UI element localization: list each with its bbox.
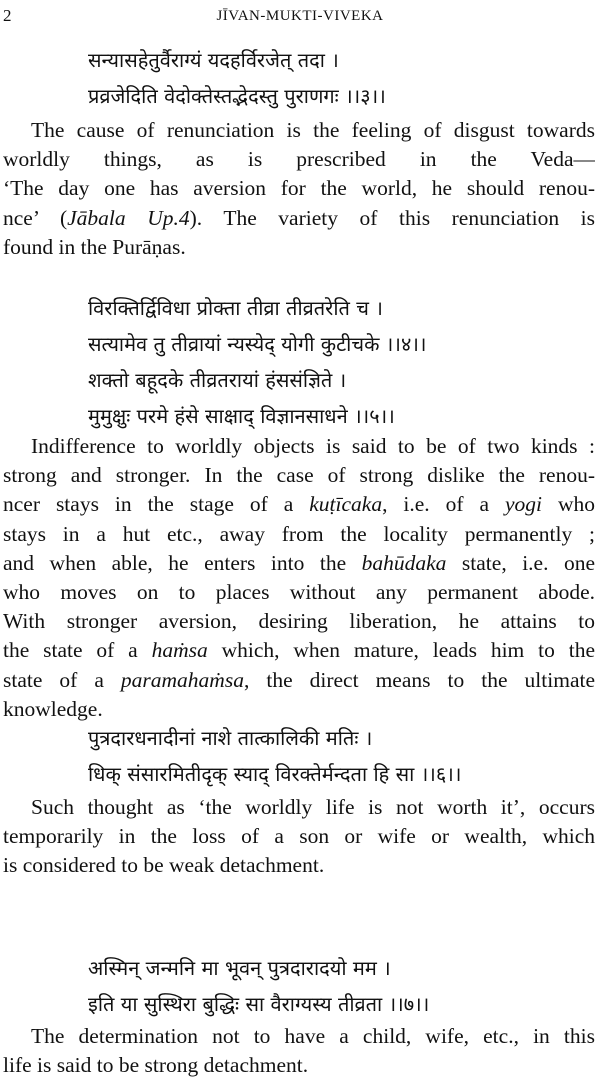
text-segment: nce’ (: [3, 205, 68, 230]
text-line: [3, 490, 595, 519]
text-segment: strong and stronger. In the case of strong dislike the renou-: [3, 463, 595, 488]
text-line: [3, 666, 595, 695]
text-segment: The determination not to have a child, wife, etc., in this: [31, 1024, 595, 1048]
text-segment: , the direct means to the ultimate: [243, 667, 595, 692]
paragraph-strong-detachment: [3, 1022, 595, 1080]
text-line: [3, 1022, 595, 1051]
text-line: [3, 607, 595, 636]
text-segment: state of a: [3, 667, 121, 692]
text-segment: ncer stays in the stage of a: [3, 492, 310, 517]
verse-line: शक्तो बहूदके तीव्रतरायां हंससंज्ञिते ।: [88, 368, 347, 392]
verse-line: इति या सुस्थिरा बुद्धिः सा वैराग्यस्य तीव्रता ।।७।।: [88, 992, 430, 1016]
text-segment: Indifference to worldly objects is said to be of two kinds :: [31, 434, 595, 458]
text-segment: With stronger aversion, desiring liberation, he attains to: [3, 609, 595, 634]
italic-term: yogi: [504, 492, 543, 517]
verse-line: धिक् संसारमितीदृक् स्याद् विरक्तेर्मन्दता हि सा ।।६।।: [88, 762, 462, 786]
verse-6: [88, 720, 588, 792]
text-line: [3, 851, 595, 880]
text-segment: , i.e. of a: [382, 492, 505, 517]
text-line: [3, 174, 595, 203]
text-line: [3, 461, 595, 490]
text-segment: is considered to be weak detachment.: [3, 853, 325, 878]
italic-term: paramahaṁsa: [120, 667, 244, 692]
page-header: [0, 4, 600, 28]
italic-term: Jābala Up.4: [67, 205, 190, 230]
page-number: 2: [3, 6, 12, 25]
verse-3: [88, 42, 588, 114]
verse-line: अस्मिन् जन्मनि मा भूवन् पुत्रदारादयो मम ।: [88, 956, 391, 980]
text-line: [3, 549, 595, 578]
text-line: [3, 793, 595, 822]
text-segment: who moves on to places without any permanent abode.: [3, 579, 595, 604]
text-line: [3, 432, 595, 461]
text-segment: knowledge.: [3, 696, 103, 721]
verse-4-5: [88, 290, 588, 434]
text-segment: state, i.e. one: [446, 550, 595, 575]
text-segment: Such thought as ‘the worldly life is not worth it’, occurs: [31, 795, 595, 819]
paragraph-indifference-kinds: [3, 432, 595, 724]
paragraph-weak-detachment: [3, 793, 595, 881]
text-line: [3, 204, 595, 233]
text-line: [3, 822, 595, 851]
verse-line: पुत्रदारधनादीनां नाशे तात्कालिकी मतिः ।: [88, 726, 373, 750]
text-segment: found in the Purāṇas.: [3, 234, 186, 259]
text-line: [3, 145, 595, 174]
text-line: [3, 578, 595, 607]
text-line: [3, 1051, 595, 1080]
verse-line: विरक्तिर्द्विविधा प्रोक्ता तीव्रा तीव्रतरेति च ।: [88, 296, 383, 320]
italic-term: bahūdaka: [361, 550, 447, 575]
text-segment: the state of a: [3, 638, 152, 663]
italic-term: haṁsa: [151, 638, 208, 663]
verse-line: सत्यामेव तु तीव्रायां न्यस्येद् योगी कुटीचके ।।४।।: [88, 332, 427, 356]
running-title: JĪVAN-MUKTI-VIVEKA: [216, 8, 384, 24]
text-line: [3, 520, 595, 549]
text-segment: worldly things, as is prescribed in the Veda—: [3, 147, 595, 172]
text-segment: life is said to be strong detachment.: [3, 1053, 309, 1078]
text-segment: ). The variety of this renunciation is: [189, 205, 595, 230]
text-line: [3, 116, 595, 145]
paragraph-renunciation-cause: [3, 116, 595, 262]
text-line: [3, 636, 595, 665]
verse-7: [88, 950, 588, 1022]
text-segment: stays in a hut etc., away from the locality permanently ;: [3, 521, 595, 546]
italic-term: kuṭīcaka: [309, 492, 383, 517]
verse-line: सन्यासहेतुर्वैराग्यं यदहर्विरजेत् तदा ।: [88, 48, 339, 72]
text-segment: The cause of renunciation is the feeling of disgust towards: [31, 118, 595, 142]
text-segment: ‘The day one has aversion for the world, he should renou-: [3, 176, 595, 201]
text-segment: temporarily in the loss of a son or wife or wealth, which: [3, 824, 595, 849]
text-segment: who: [542, 492, 595, 517]
text-line: [3, 233, 595, 262]
text-segment: and when able, he enters into the: [3, 550, 362, 575]
verse-line: प्रव्रजेदिति वेदोक्तेस्तद्भेदस्तु पुराणगः ।।३।।: [88, 84, 386, 108]
text-segment: which, when mature, leads him to the: [207, 638, 595, 663]
verse-line: मुमुक्षुः परमे हंसे साक्षाद् विज्ञानसाधने ।।५।।: [88, 404, 395, 428]
